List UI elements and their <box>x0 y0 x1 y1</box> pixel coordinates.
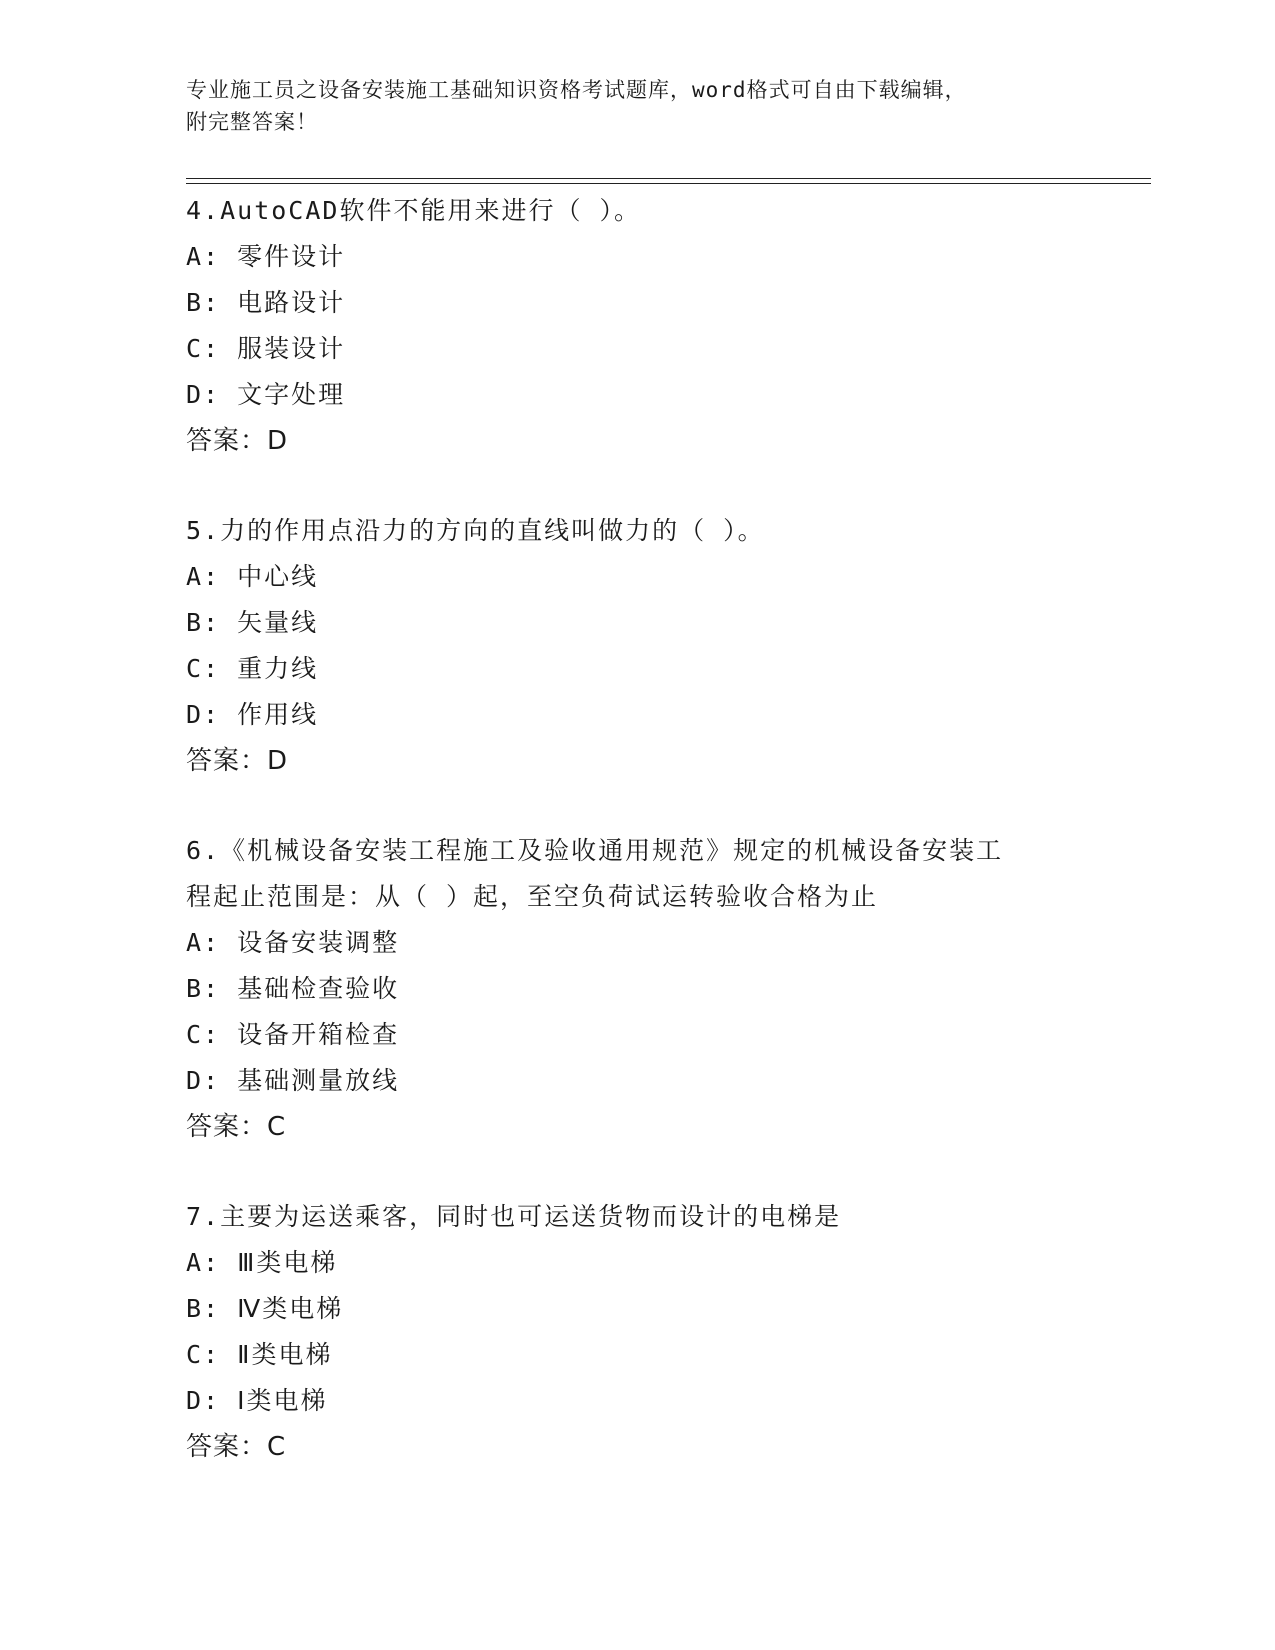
question-stem: 5.力的作用点沿力的方向的直线叫做力的（ ）。 <box>186 516 765 545</box>
question-6 <box>186 828 1086 1150</box>
question-stem-line-1: 6.《机械设备安装工程施工及验收通用规范》规定的机械设备安装工 <box>186 836 1004 865</box>
option-c: C: 服装设计 <box>186 334 346 363</box>
question-7 <box>186 1194 1086 1470</box>
answer-label: 答案：D <box>186 746 289 776</box>
option-d: D: 作用线 <box>186 700 319 729</box>
question-stem-line-2: 程起止范围是：从（ ）起，至空负荷试运转验收合格为止 <box>186 882 879 911</box>
option-d: D: 基础测量放线 <box>186 1066 400 1095</box>
option-b: B: Ⅳ类电梯 <box>186 1294 344 1323</box>
option-a: A: 设备安装调整 <box>186 928 400 957</box>
question-stem: 7.主要为运送乘客，同时也可运送货物而设计的电梯是 <box>186 1202 842 1231</box>
header-line-1: 专业施工员之设备安装施工基础知识资格考试题库，word格式可自由下载编辑， <box>186 78 967 102</box>
option-c: C: 重力线 <box>186 654 319 683</box>
option-d: D: Ⅰ类电梯 <box>186 1386 328 1415</box>
answer-label: 答案：C <box>186 1112 287 1142</box>
question-stem: 4.AutoCAD软件不能用来进行（ ）。 <box>186 196 642 225</box>
answer-label: 答案：C <box>186 1432 287 1462</box>
option-a: A: 零件设计 <box>186 242 346 271</box>
option-b: B: 电路设计 <box>186 288 346 317</box>
header-divider-top <box>186 178 1151 179</box>
option-a: A: 中心线 <box>186 562 319 591</box>
header-divider-bottom <box>186 183 1151 184</box>
option-a: A: Ⅲ类电梯 <box>186 1248 338 1277</box>
header-line-2: 附完整答案！ <box>186 110 318 134</box>
option-c: C: Ⅱ类电梯 <box>186 1340 333 1369</box>
option-b: B: 矢量线 <box>186 608 319 637</box>
document-header <box>186 74 1086 138</box>
option-c: C: 设备开箱检查 <box>186 1020 400 1049</box>
option-d: D: 文字处理 <box>186 380 346 409</box>
question-4 <box>186 188 1086 464</box>
option-b: B: 基础检查验收 <box>186 974 400 1003</box>
question-5 <box>186 508 1086 784</box>
answer-label: 答案：D <box>186 426 289 456</box>
